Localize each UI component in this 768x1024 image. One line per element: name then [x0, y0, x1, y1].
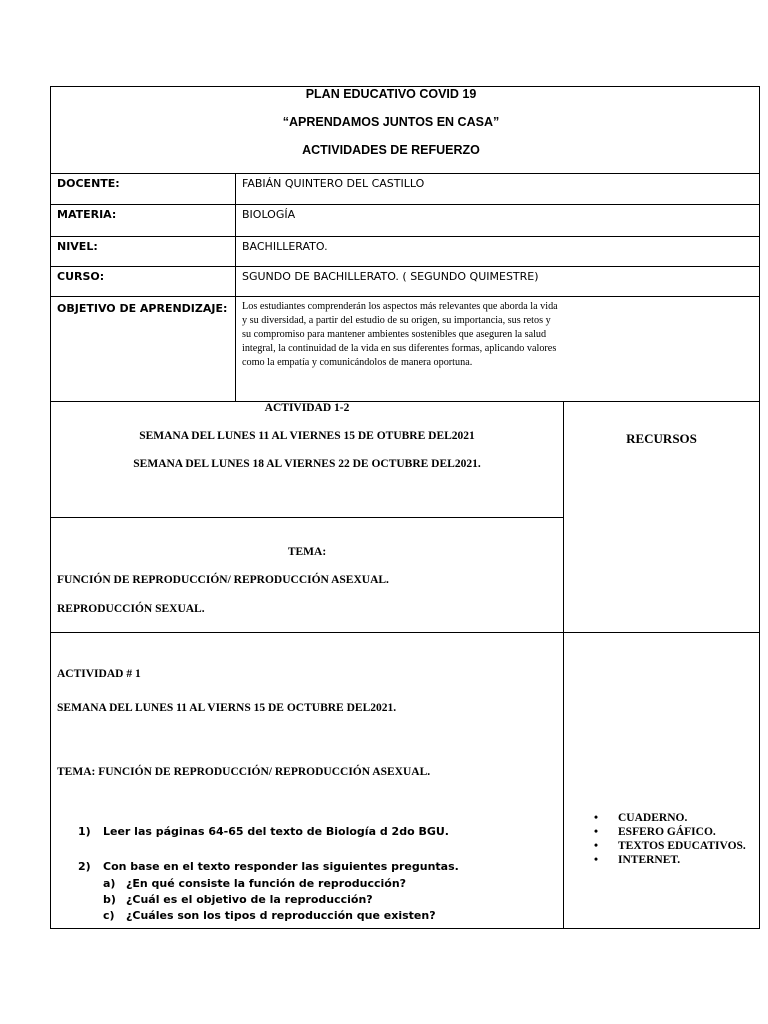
question-b-letter: b): [103, 893, 116, 906]
info-divider: [235, 173, 236, 402]
info-row-materia: [50, 204, 760, 237]
value-materia: BIOLOGÍA: [242, 208, 296, 221]
activity-title: ACTIVIDAD 1-2: [264, 402, 350, 414]
resources-list: [592, 811, 752, 867]
question-a-letter: a): [103, 877, 116, 890]
step-2-number: 2): [78, 860, 91, 873]
label-nivel: NIVEL:: [57, 240, 98, 253]
tema-line1: FUNCIÓN DE REPRODUCCIÓN/ REPRODUCCIÓN ASEXUAL.: [57, 574, 389, 586]
question-c-text: ¿Cuáles son los tipos d reproducción que existen?: [126, 909, 436, 922]
resources-header: RECURSOS: [626, 431, 697, 446]
step-2-text: Con base en el texto responder las siguientes preguntas.: [103, 860, 459, 873]
activity1-tema: TEMA: FUNCIÓN DE REPRODUCCIÓN/ REPRODUCCIÓN ASEXUAL.: [57, 766, 431, 778]
activity-week1: SEMANA DEL LUNES 11 AL VIERNES 15 DE OTUBRE DEL2021: [139, 430, 475, 442]
question-c-letter: c): [103, 909, 115, 922]
label-materia: MATERIA:: [57, 208, 117, 221]
tema-line2: REPRODUCCIÓN SEXUAL.: [57, 603, 205, 615]
value-objetivo: Los estudiantes comprenderán los aspectos más relevantes que aborda la vida y su diversidad, a partir del estudio de su origen, su importancia, sus retos y su compromiso para mantener ambientes sostenibles que aseguren la salud integral, la continuidad de la vida en sus diferentes formas, aplicando valores como la empatía y comunicándolos de manera oportuna.: [242, 301, 558, 368]
resource-item: • TEXTOS EDUCATIVOS.: [592, 839, 752, 853]
tema-label: TEMA:: [287, 546, 327, 558]
section-title: ACTIVIDADES DE REFUERZO: [302, 143, 480, 157]
label-docente: DOCENTE:: [57, 177, 120, 190]
value-curso: SGUNDO DE BACHILLERATO. ( SEGUNDO QUIMESTRE): [242, 270, 539, 283]
resources-cell: [563, 632, 760, 929]
value-nivel: BACHILLERATO.: [242, 240, 328, 253]
value-docente: FABIÁN QUINTERO DEL CASTILLO: [242, 177, 425, 190]
step-1-text: Leer las páginas 64-65 del texto de Biología d 2do BGU.: [103, 825, 449, 838]
step-1-number: 1): [78, 825, 91, 838]
resource-item: • INTERNET.: [592, 853, 752, 867]
label-objetivo: OBJETIVO DE APRENDIZAJE:: [57, 302, 228, 315]
plan-title: PLAN EDUCATIVO COVID 19: [305, 87, 477, 101]
label-curso: CURSO:: [57, 270, 105, 283]
activity1-title: ACTIVIDAD # 1: [57, 668, 141, 680]
info-row-nivel: [50, 236, 760, 267]
activity1-week: SEMANA DEL LUNES 11 AL VIERNS 15 DE OCTUBRE DEL2021.: [57, 702, 397, 714]
resource-item: • CUADERNO.: [592, 811, 752, 825]
plan-subtitle: “APRENDAMOS JUNTOS EN CASA”: [282, 115, 500, 129]
activity-week2: SEMANA DEL LUNES 18 AL VIERNES 22 DE OCTUBRE DEL2021.: [133, 458, 481, 470]
question-b-text: ¿Cuál es el objetivo de la reproducción?: [126, 893, 373, 906]
resource-item: • ESFERO GÁFICO.: [592, 825, 752, 839]
question-a-text: ¿En qué consiste la función de reproducción?: [126, 877, 407, 890]
